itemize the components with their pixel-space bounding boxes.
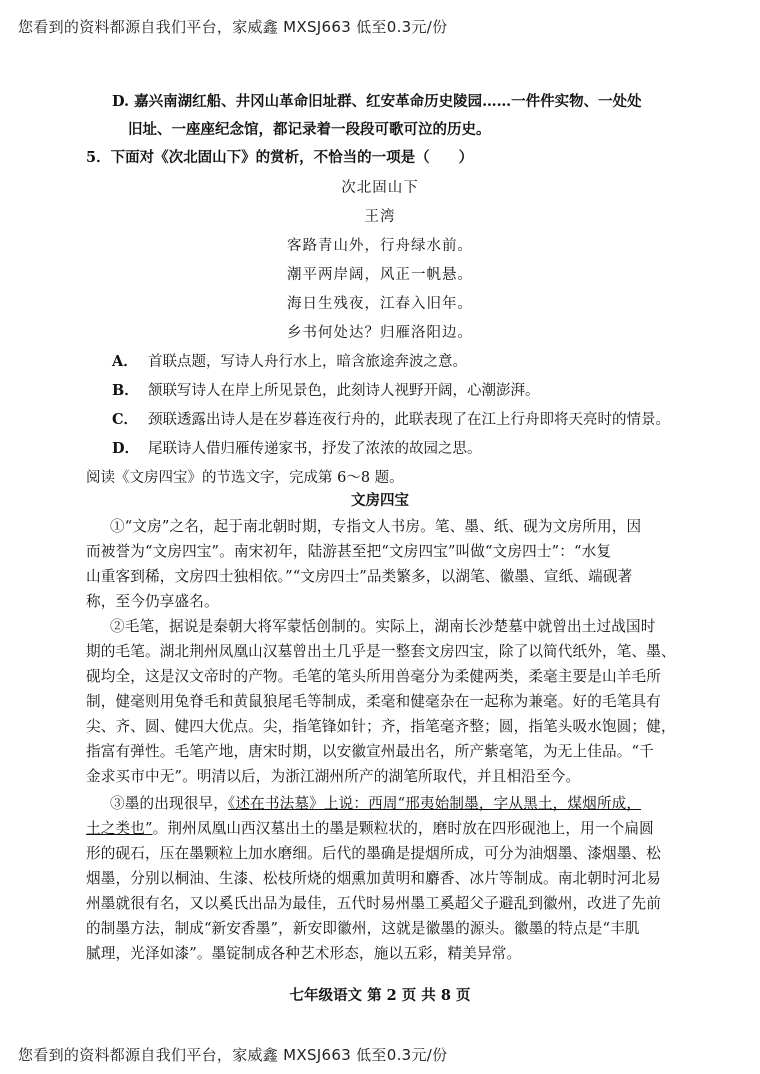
- underlined-quote: 土之类也”: [86, 820, 153, 837]
- q4-option-d-line2: 旧址、一座座纪念馆，都记录着一段段可歌可泣的历史。: [128, 121, 491, 138]
- poem-line: 海日生残夜，江春入旧年。: [287, 296, 473, 312]
- option-label: C．: [112, 411, 139, 428]
- passage-text: 。荆州凤凰山西汉墓出土的墨是颗粒状的，磨时放在四形砚池上，用一个扁圆: [152, 820, 654, 837]
- q5-option-a: [112, 352, 467, 372]
- passage-line: 烟墨，分别以桐油、生漆、松枝所烧的烟熏加黄明和麝香、冰片等制成。南北朝时河北易: [86, 870, 662, 887]
- option-text: 颔联写诗人在岸上所见景色，此刻诗人视野开阔，心潮澎湃。: [148, 383, 540, 399]
- option-text: 首联点题，写诗人舟行水上，暗含旅途奔波之意。: [148, 354, 467, 370]
- passage-line: [86, 819, 654, 839]
- passage-line: 州墨就很有名，又以奚氏出品为最佳，五代时易州墨工奚超父子避乱到徽州，改进了先前: [86, 895, 662, 912]
- passage-line: 的制墨方法，制成“新安香墨”，新安即徽州，这就是徽墨的源头。徽墨的特点是“丰肌: [86, 920, 640, 937]
- passage-line: 期的毛笔。湖北荆州凤凰山汉墓曾出土几乎是一整套文房四宝，除了以简代纸外，笔、墨、: [86, 643, 676, 660]
- passage-line: 尖、齐、圆、健四大优点。尖，指笔锋如针；齐，指笔毫齐整；圆，指笔头吸水饱圆；健，: [86, 718, 676, 735]
- passage-title: 文房四宝: [351, 492, 409, 509]
- passage-line: 山重客到稀，文房四士独相依。”“文房四士”品类繁多，以湖笔、徽墨、宣纸、端砚著: [86, 568, 633, 585]
- passage-line: 称，至今仍享盛名。: [86, 593, 219, 610]
- q5-stem: 5．下面对《次北固山下》的赏析，不恰当的一项是（ ）: [86, 149, 474, 166]
- passage-line: 制，健毫则用兔脊毛和黄鼠狼尾毛等制成，柔毫和健毫杂在一起称为兼毫。好的毛笔具有: [86, 693, 662, 710]
- page-footer: 七年级语文 第 2 页 共 8 页: [289, 987, 471, 1004]
- poem-author: 王湾: [364, 209, 396, 225]
- passage-line: 腻理，光泽如漆”。墨锭制成各种艺术形态，施以五彩，精美异常。: [86, 945, 522, 962]
- option-label: A．: [112, 353, 138, 370]
- passage-line: ②毛笔，据说是秦朝大将军蒙恬创制的。实际上，湖南长沙楚墓中就曾出土过战国时: [110, 618, 656, 635]
- passage-line: 形的砚石，压在墨颗粒上加水磨细。后代的墨确是提烟所成，可分为油烟墨、漆烟墨、松: [86, 845, 662, 862]
- passage-line: 砚均全，这是汉文帝时的产物。毛笔的笔头所用兽毫分为柔健两类，柔毫主要是山羊毛所: [86, 668, 662, 685]
- passage-line: ①“文房”之名，起于南北朝时期，专指文人书房。笔、墨、纸、砚为文房所用，因: [110, 518, 642, 535]
- passage-line: 金求买市中无”。明清以后，为浙江湖州所产的湖笔所取代，并且相沿至今。: [86, 768, 581, 785]
- poem-line: 乡书何处达？归雁洛阳边。: [287, 325, 473, 341]
- poem-line: 潮平两岸阔，风正一帆悬。: [287, 267, 473, 283]
- passage-line: 而被誉为“文房四宝”。南宋初年，陆游甚至把“文房四宝”叫做“文房四士”：“水复: [86, 543, 612, 560]
- option-label: D．: [112, 440, 140, 457]
- passage-line: 指富有弹性。毛笔产地，唐宋时期，以安徽宣州最出名，所产紫毫笔，为无上佳品。“千: [86, 743, 654, 760]
- underlined-quote: 《述在书法墓》上说：西周“邢夷始制墨，字从黑土，煤烟所成，: [227, 795, 642, 812]
- watermark-bottom: 您看到的资料都源自我们平台，家威鑫 MXSJ663 低至0.3元/份: [18, 1046, 448, 1064]
- poem-title: 次北固山下: [341, 180, 419, 196]
- q5-option-d: [112, 439, 482, 459]
- option-label: B．: [112, 382, 139, 399]
- passage-text: ③墨的出现很早，: [110, 795, 228, 812]
- watermark-top: 您看到的资料都源自我们平台，家威鑫 MXSJ663 低至0.3元/份: [18, 18, 448, 36]
- passage-line: [110, 794, 641, 814]
- q5-option-c: [112, 410, 670, 430]
- q4-option-d-line1: D. 嘉兴南湖红船、井冈山革命旧址群、红安革命历史陵园……一件件实物、一处处: [112, 93, 642, 110]
- poem-line: 客路青山外，行舟绿水前。: [287, 238, 473, 254]
- q5-option-b: [112, 381, 540, 401]
- reading-intro: 阅读《文房四宝》的节选文字，完成第 6～8 题。: [86, 470, 404, 486]
- option-text: 尾联诗人借归雁传递家书，抒发了浓浓的故园之思。: [148, 441, 482, 457]
- option-text: 颈联透露出诗人是在岁暮连夜行舟的，此联表现了在江上行舟即将天亮时的情景。: [148, 412, 670, 428]
